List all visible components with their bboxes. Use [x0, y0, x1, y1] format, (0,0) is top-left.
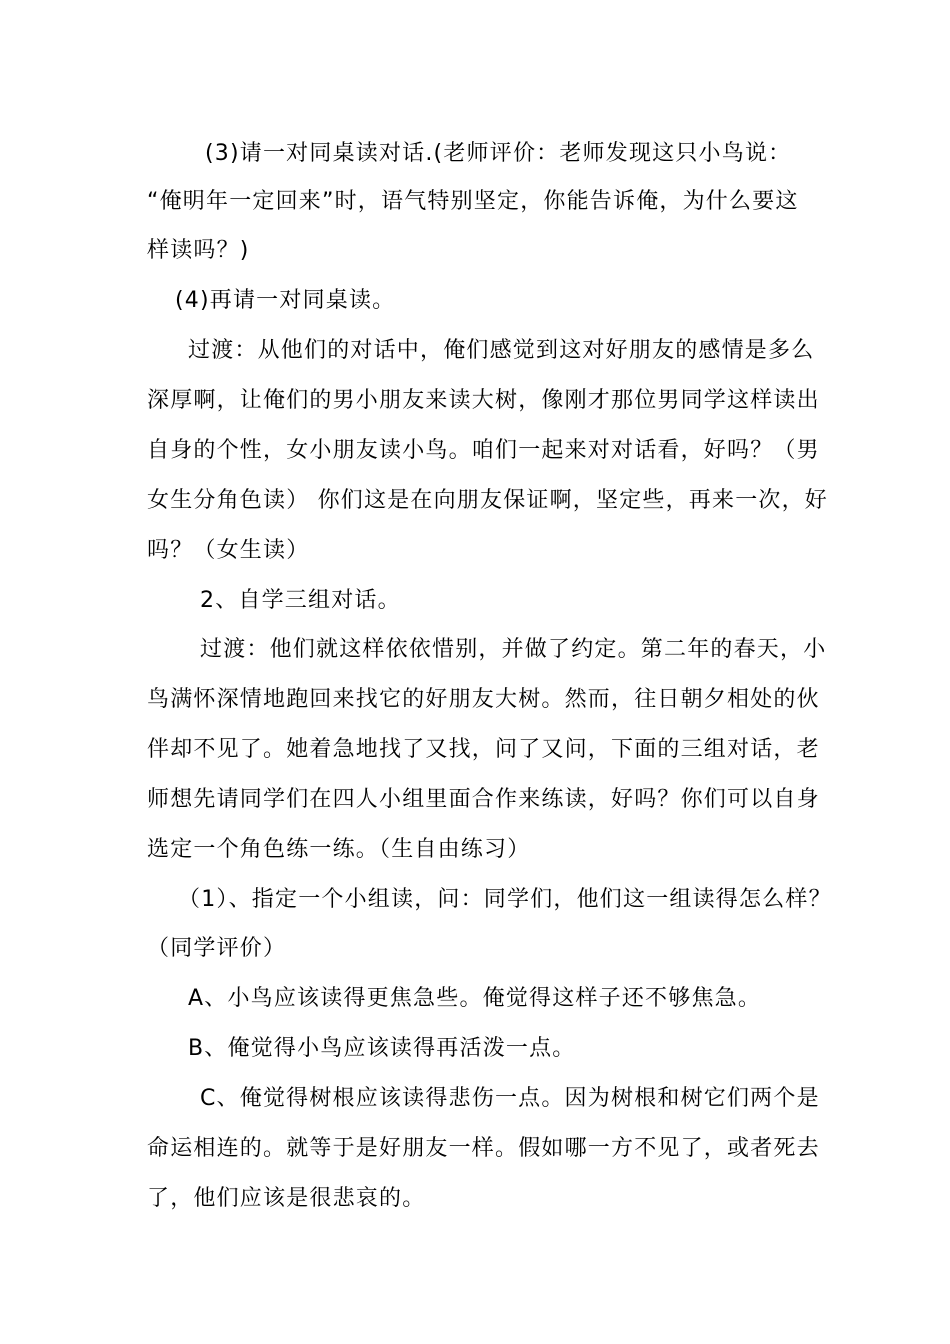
text-line-12: 鸟满怀深情地跑回来找它的好朋友大树。然而，往日朝夕相处的伙: [147, 687, 820, 712]
text-line-5: 过渡：从他们的对话中，俺们感觉到这对好朋友的感情是多么: [188, 338, 815, 363]
text-line-13: 伴却不见了。她着急地找了又找，问了又问，下面的三组对话，老: [147, 737, 820, 762]
text-line-20: C、俺觉得树根应该读得悲伤一点。因为树根和树它们两个是: [200, 1086, 820, 1111]
text-line-2: “俺明年一定回来”时，语气特别坚定，你能告诉俺，为什么要这: [147, 189, 799, 214]
text-line-11: 过渡：他们就这样依依惜别，并做了约定。第二年的春天，小: [200, 637, 827, 662]
text-line-22: 了，他们应该是很悲哀的。: [147, 1186, 426, 1211]
text-line-16: （1）、指定一个小组读，问：同学们，他们这一组读得怎么样？: [178, 887, 832, 912]
text-line-17: （同学评价）: [147, 936, 287, 961]
text-line-8: 女生分角色读） 你们这是在向朋友保证啊，坚定些，再来一次，好: [147, 488, 828, 513]
text-line-10: 2、自学三组对话。: [200, 588, 401, 613]
text-line-14: 师想先请同学们在四人小组里面合作来练读，好吗？你们可以自身: [147, 787, 820, 812]
text-line-19: B、俺觉得小鸟应该读得再活泼一点。: [188, 1036, 576, 1061]
text-line-7: 自身的个性，女小朋友读小鸟。咱们一起来对对话看，好吗？（男: [147, 438, 820, 463]
text-line-9: 吗？（女生读）: [147, 538, 310, 563]
text-line-3: 样读吗？): [147, 238, 250, 263]
text-line-18: A、小鸟应该读得更焦急些。俺觉得这样子还不够焦急。: [188, 986, 762, 1011]
text-line-1: (3)请一对同桌读对话.(老师评价：老师发现这只小鸟说：: [205, 141, 792, 166]
text-line-6: 深厚啊，让俺们的男小朋友来读大树，像刚才那位男同学这样读出: [147, 388, 820, 413]
text-line-21: 命运相连的。就等于是好朋友一样。假如哪一方不见了，或者死去: [147, 1136, 820, 1161]
text-line-4: (4)再请一对同桌读。: [175, 288, 396, 313]
text-line-15: 选定一个角色练一练。（生自由练习）: [147, 837, 531, 862]
